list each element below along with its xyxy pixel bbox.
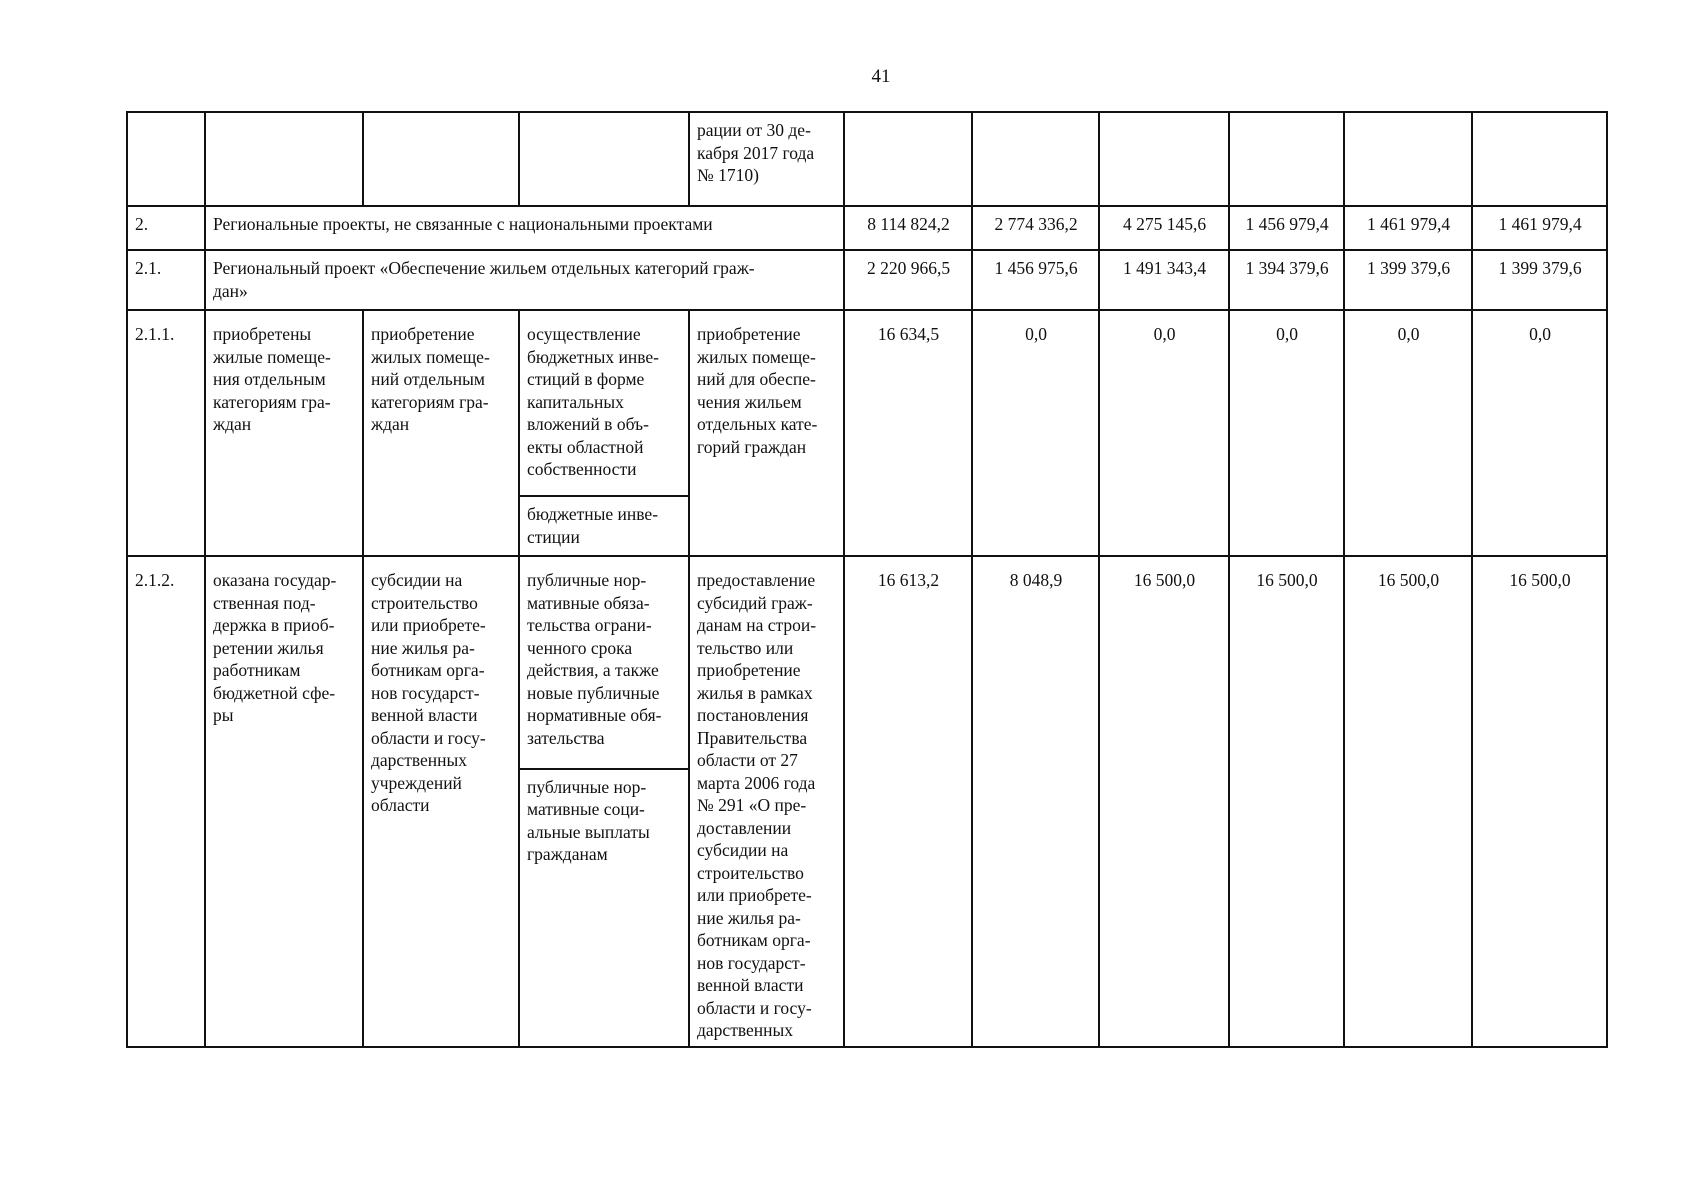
expense-type-cell: публичные нор- мативные соци- альные выплаты гражданам: [519, 769, 689, 1047]
value-cell: [1229, 112, 1344, 206]
table-row-2-1-1: [127, 310, 1607, 496]
legal-basis-cell: приобретение жилых помеще- ний для обеспе- чения жильем отдельных кате- горий граждан: [689, 310, 844, 556]
value-cell: 8 114 824,2: [844, 206, 972, 250]
value-cell: 2 774 336,2: [972, 206, 1099, 250]
result-cell: оказана государ- ственная под- держка в приоб- ретении жилья работникам бюджетной сфе- ры: [205, 556, 363, 1047]
value-cell: 16 500,0: [1344, 556, 1472, 1047]
value-cell: 0,0: [972, 310, 1099, 556]
value-cell: [1472, 112, 1607, 206]
table-row-2-1-2: [127, 556, 1607, 769]
value-cell: 8 048,9: [972, 556, 1099, 1047]
budget-table: [126, 111, 1608, 1048]
page-number: 41: [871, 66, 891, 87]
value-cell: [1099, 112, 1229, 206]
value-cell: 0,0: [1472, 310, 1607, 556]
expense-type-cell: публичные нор- мативные обяза- тельства ограни- ченного срока действия, а также новые публичные нормативные обя- зательства: [519, 556, 689, 769]
value-cell: 16 500,0: [1472, 556, 1607, 1047]
value-cell: [844, 112, 972, 206]
value-cell: 1 456 979,4: [1229, 206, 1344, 250]
value-cell: 4 275 145,6: [1099, 206, 1229, 250]
expense-type-cell: осуществление бюджетных инве- стиций в форме капитальных вложений в объ- екты областной собственности: [519, 310, 689, 496]
number-cell: [127, 112, 205, 206]
row-number: 2.: [127, 206, 205, 250]
value-cell: [972, 112, 1099, 206]
table-row-2-1: [127, 250, 1607, 310]
event-cell: приобретение жилых помеще- ний отдельным категориям гра- ждан: [363, 310, 519, 556]
legal-basis-cell: предоставление субсидий граж- данам на строи- тельство или приобретение жилья в рамках постановления Правительства области от 27 марта 2006 года № 291 «О пре- доставлении субсидии на строительство или приобрете- ние жилья ра- ботникам орга- нов государст- венной власти области и госу- дарственных: [689, 556, 844, 1047]
event-cell: [363, 112, 519, 206]
value-cell: 1 456 975,6: [972, 250, 1099, 310]
legal-basis-cell: рации от 30 де- кабря 2017 года № 1710): [689, 112, 844, 206]
value-cell: 1 399 379,6: [1472, 250, 1607, 310]
value-cell: 0,0: [1099, 310, 1229, 556]
event-cell: субсидии на строительство или приобрете- ние жилья ра- ботникам орга- нов государст- венной власти области и госу- дарственных учреждений области: [363, 556, 519, 1047]
result-cell: [205, 112, 363, 206]
value-cell: 1 491 343,4: [1099, 250, 1229, 310]
row-number: 2.1.1.: [127, 310, 205, 556]
value-cell: 16 613,2: [844, 556, 972, 1047]
value-cell: 16 634,5: [844, 310, 972, 556]
row-title: Региональный проект «Обеспечение жильем отдельных категорий граж- дан»: [205, 250, 844, 310]
value-cell: 1 399 379,6: [1344, 250, 1472, 310]
value-cell: 1 461 979,4: [1344, 206, 1472, 250]
value-cell: 0,0: [1344, 310, 1472, 556]
table-row-2: [127, 206, 1607, 250]
value-cell: 1 394 379,6: [1229, 250, 1344, 310]
value-cell: 2 220 966,5: [844, 250, 972, 310]
value-cell: 1 461 979,4: [1472, 206, 1607, 250]
row-title: Региональные проекты, не связанные с национальными проектами: [205, 206, 844, 250]
value-cell: [1344, 112, 1472, 206]
result-cell: приобретены жилые помеще- ния отдельным категориям гра- ждан: [205, 310, 363, 556]
value-cell: 16 500,0: [1229, 556, 1344, 1047]
value-cell: 16 500,0: [1099, 556, 1229, 1047]
row-number: 2.1.2.: [127, 556, 205, 1047]
table-row: [127, 112, 1607, 206]
row-number: 2.1.: [127, 250, 205, 310]
expense-type-cell: [519, 112, 689, 206]
expense-type-cell: бюджетные инве- стиции: [519, 496, 689, 556]
value-cell: 0,0: [1229, 310, 1344, 556]
